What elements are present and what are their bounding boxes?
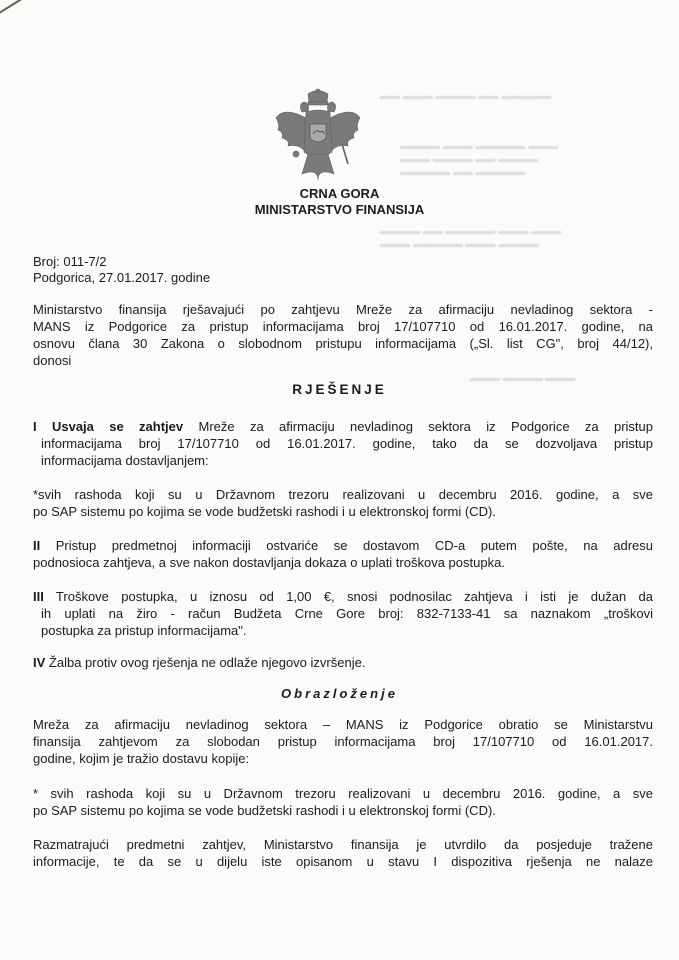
point-3-lead: III (33, 589, 44, 604)
coat-of-arms-emblem (272, 88, 364, 183)
text-line: *svih rashoda koji su u Državnom trezoru realizovani u decembru 2016. godine, a sve (33, 487, 653, 502)
point-2-lead: II (33, 538, 41, 553)
text-line: informacijama broj 17/107710 od 16.01.2017. godine, tako da se dozvoljava pristup (41, 436, 653, 451)
text-line: donosi (33, 353, 72, 368)
country-name: CRNA GORA (299, 186, 380, 201)
text-line: informacijama dostavljanjem: (41, 453, 209, 468)
text-line: godine, kojim je tražio dostavu kopije: (33, 751, 250, 766)
place-and-date: Podgorica, 27.01.2017. godine (33, 270, 211, 285)
text-line: MANS iz Podgorice za pristup informacijama broj 17/107710 od 16.01.2017. godine, na (33, 319, 653, 334)
text-line: po SAP sistemu po kojima se vode budžetski rashodi i u elektronskoj formi (CD). (33, 504, 496, 519)
text-line: Žalba protiv ovog rješenja ne odlaže njegovo izvršenje. (45, 655, 366, 670)
pen-mark (0, 0, 22, 16)
text-line: postupka za pristup informacijama". (41, 623, 247, 638)
point-1-item (33, 486, 653, 520)
bleed-through-mark: ▬▬▬ ▬▬▬▬ ▬▬▬ (470, 373, 576, 384)
text-line: finansija zahtjevom za slobodan pristup informacijama broj 17/107710 od 16.01.2017. (33, 734, 653, 749)
text-line: podnosioca zahtjeva, a sve nakon dostavljanja dokaza o uplati troškova postupka. (33, 555, 505, 570)
point-1 (33, 418, 653, 469)
text-line: Troškove postupka, u iznosu od 1,00 €, snosi podnosilac zahtjeva i isti je dužan da (43, 589, 653, 604)
decision-title: RJEŠENJE (292, 382, 387, 397)
point-4 (33, 654, 653, 671)
text-line: informacije, te da se u dijelu iste opisanom u stavu I dispozitiva rješenja ne nalaze (33, 854, 653, 869)
point-1-lead: I Usvaja se zahtjev (33, 419, 184, 434)
document-number: Broj: 011-7/2 (33, 254, 107, 269)
text-line: osnovu člana 30 Zakona o slobodnom pristupu informacijama („Sl. list CG", broj 44/12), (33, 336, 653, 351)
bleed-through-mark: ▬▬▬▬ ▬▬▬ ▬▬▬▬▬ ▬▬▬ ▬▬▬ ▬▬▬▬ ▬▬ ▬▬▬▬ ▬▬▬▬▬ ▬▬ ▬▬▬▬▬ (400, 141, 559, 178)
bleed-through-mark: ▬▬ ▬▬▬ ▬▬▬▬ ▬▬ ▬▬▬▬▬ (380, 91, 552, 102)
text-line: Razmatrajući predmetni zahtjev, Ministarstvo finansija je utvrdilo da posjeduje tražene (33, 837, 653, 852)
ministry-name: MINISTARSTVO FINANSIJA (254, 202, 425, 217)
text-line: Mreže za afirmaciju nevladinog sektora iz Podgorice za pristup (183, 419, 654, 434)
text-line: Pristup predmetnoj informaciji ostvariće se dostavom CD-a putem pošte, na adresu (40, 538, 653, 553)
intro-paragraph (33, 301, 653, 369)
text-line: * svih rashoda koji su u Državnom trezoru realizovani u decembru 2016. godine, a sve (33, 786, 653, 801)
text-line: Ministarstvo finansija rješavajući po zahtjevu Mreže za afirmaciju nevladinog sektora - (33, 302, 653, 317)
point-3 (33, 588, 653, 639)
reasoning-title: Obrazloženje (281, 686, 398, 701)
reasoning-paragraph-2 (33, 836, 653, 870)
point-2 (33, 537, 653, 571)
text-line: ih uplati na žiro - račun Budžeta Crne Gore broj: 832-7133-41 sa naznakom „troškovi (41, 606, 653, 621)
text-line: po SAP sistemu po kojima se vode budžetski rashodi i u elektronskoj formi (CD). (33, 803, 496, 818)
reasoning-paragraph-1 (33, 716, 653, 767)
point-4-lead: IV (33, 655, 46, 670)
text-line: Mreža za afirmaciju nevladinog sektora – MANS iz Podgorice obratio se Ministarstvu (33, 717, 653, 732)
bleed-through-mark: ▬▬▬▬ ▬▬ ▬▬▬▬▬ ▬▬▬ ▬▬▬ ▬▬▬ ▬▬▬▬▬ ▬▬▬ ▬▬▬▬ (380, 226, 562, 250)
reasoning-item (33, 785, 653, 819)
